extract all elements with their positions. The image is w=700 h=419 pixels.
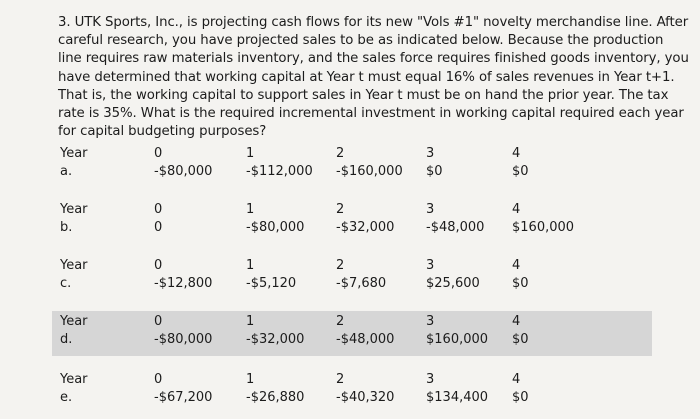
question-text: 3. UTK Sports, Inc., is projecting cash flows for its new "Vols #1" novelty merchandise line. After careful research, you have projected sales to be as indicated below. Because the production line requires raw materials inventory, and the sales force requires finished goods inventory, you have determined that working capital at Year t must equal 16% of sales revenues in Year t+1. That is, the working capital to support sales in Year t must be on hand the prior year. The tax rate is 35%. What is the required incremental investment in working capital required each year for capital budgeting purposes? (58, 15, 689, 140)
option-a[interactable] (58, 146, 658, 188)
option-letter: c. (60, 276, 72, 291)
year-2-value: -$40,320 (336, 390, 395, 405)
year-4-value: $0 (512, 164, 529, 179)
year-label: Year (60, 146, 88, 161)
year-1-header: 1 (246, 202, 255, 217)
year-3-value: $0 (426, 164, 443, 179)
option-c[interactable] (58, 258, 658, 300)
year-0-header: 0 (154, 258, 163, 273)
year-2-header: 2 (336, 258, 345, 273)
option-letter: b. (60, 220, 73, 235)
year-2-value: -$160,000 (336, 164, 403, 179)
year-0-header: 0 (154, 202, 163, 217)
year-4-value: $0 (512, 390, 529, 405)
year-3-header: 3 (426, 146, 435, 161)
year-2-header: 2 (336, 146, 345, 161)
year-3-value: $134,400 (426, 390, 489, 405)
option-letter: d. (60, 332, 73, 347)
option-b[interactable] (58, 202, 658, 244)
year-3-value: -$48,000 (426, 220, 485, 235)
year-1-value: -$26,880 (246, 390, 305, 405)
year-3-value: $160,000 (426, 332, 489, 347)
year-3-header: 3 (426, 314, 435, 329)
year-label: Year (60, 258, 88, 273)
year-4-header: 4 (512, 258, 521, 273)
year-0-value: -$80,000 (154, 332, 213, 347)
year-2-value: -$32,000 (336, 220, 395, 235)
option-e[interactable] (58, 372, 658, 414)
year-1-value: -$32,000 (246, 332, 305, 347)
option-d[interactable] (52, 311, 652, 356)
year-0-header: 0 (154, 146, 163, 161)
year-4-header: 4 (512, 202, 521, 217)
year-4-value: $160,000 (512, 220, 575, 235)
year-3-header: 3 (426, 372, 435, 387)
year-0-header: 0 (154, 314, 163, 329)
year-0-header: 0 (154, 372, 163, 387)
year-1-value: -$80,000 (246, 220, 305, 235)
year-4-header: 4 (512, 146, 521, 161)
year-2-value: -$48,000 (336, 332, 395, 347)
year-2-header: 2 (336, 202, 345, 217)
year-4-value: $0 (512, 332, 529, 347)
year-0-value: -$67,200 (154, 390, 213, 405)
year-0-value: -$80,000 (154, 164, 213, 179)
year-label: Year (60, 372, 88, 387)
year-3-header: 3 (426, 258, 435, 273)
option-letter: a. (60, 164, 73, 179)
year-0-value: 0 (154, 220, 163, 235)
year-0-value: -$12,800 (154, 276, 213, 291)
year-label: Year (60, 314, 88, 329)
year-1-value: -$112,000 (246, 164, 313, 179)
year-1-header: 1 (246, 372, 255, 387)
year-1-header: 1 (246, 258, 255, 273)
year-4-value: $0 (512, 276, 529, 291)
year-1-header: 1 (246, 146, 255, 161)
year-2-value: -$7,680 (336, 276, 387, 291)
year-4-header: 4 (512, 372, 521, 387)
option-letter: e. (60, 390, 73, 405)
year-1-value: -$5,120 (246, 276, 297, 291)
year-label: Year (60, 202, 88, 217)
year-2-header: 2 (336, 372, 345, 387)
year-4-header: 4 (512, 314, 521, 329)
year-3-value: $25,600 (426, 276, 480, 291)
year-1-header: 1 (246, 314, 255, 329)
year-3-header: 3 (426, 202, 435, 217)
year-2-header: 2 (336, 314, 345, 329)
